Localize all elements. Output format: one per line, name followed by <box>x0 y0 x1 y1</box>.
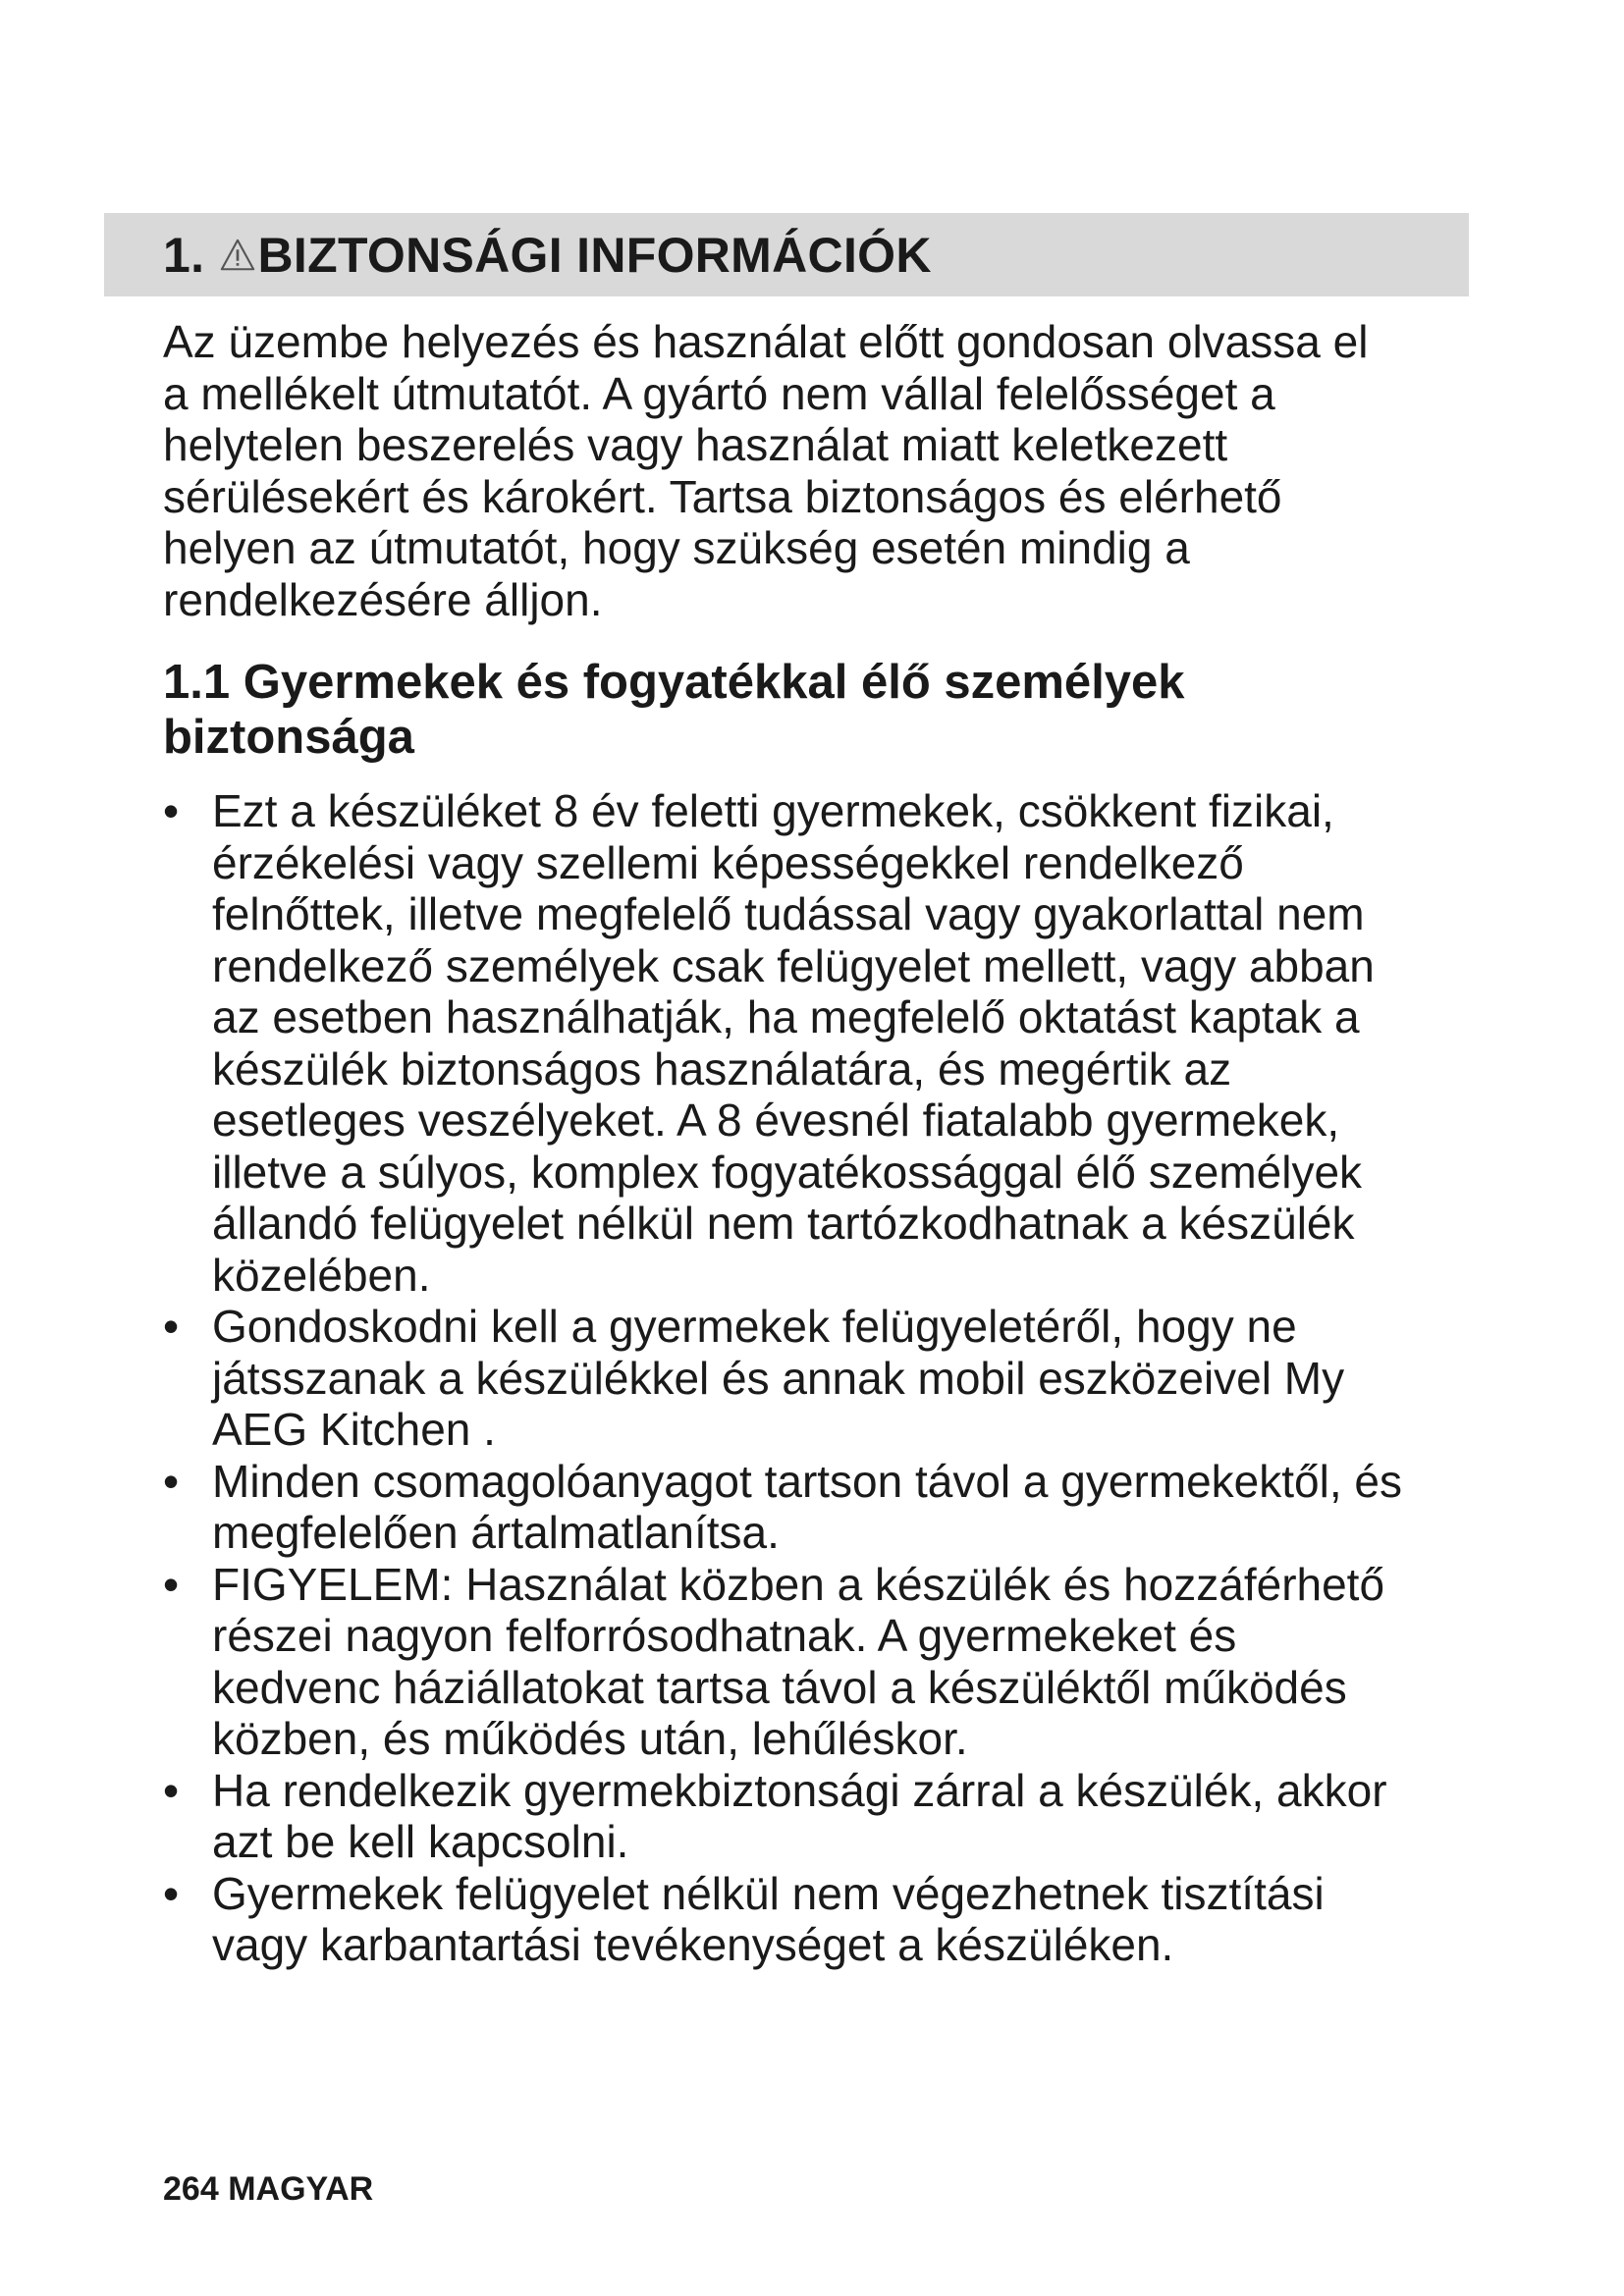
page-number: 264 <box>163 2170 219 2208</box>
subsection-title: 1.1 Gyermekek és fogyatékkal élő személyek biztonsága <box>163 656 1185 764</box>
list-item <box>163 1559 1489 1765</box>
list-item <box>163 1301 1489 1456</box>
section-title <box>163 227 932 284</box>
list-item-text: Ezt a készüléket 8 év feletti gyermekek, csökkent fizikai, érzékelési vagy szellemi képességekkel rendelkező felnőttek, illetve megfelelő tudással vagy gyakorlattal nem rendelkező személyek csak felügyelet mellett, vagy abban az esetben használhatják, ha megfelelő oktatást kaptak a készülék biztonságos használatára, és megértik az esetleges veszélyeket. A 8 évesnél fiatalabb gyermekek, illetve a súlyos, komplex fogyatékossággal élő személyek állandó felügyelet nélkül nem tartózkodhatnak a készülék közelében. <box>212 785 1375 1301</box>
bullet-marker: • <box>163 1455 180 1507</box>
list-item <box>163 785 1489 1301</box>
list-item-text: Gyermekek felügyelet nélkül nem végezhetnek tisztítási vagy karbantartási tevékenységet a készüléken. <box>212 1867 1325 1970</box>
page-footer <box>163 2169 373 2209</box>
list-item-text: Gondoskodni kell a gyermekek felügyeletéről, hogy ne játsszanak a készülékkel és annak mobil eszközeivel My AEG Kitchen . <box>212 1301 1345 1455</box>
bullet-marker: • <box>163 1558 180 1610</box>
footer-language: MAGYAR <box>228 2170 374 2208</box>
section-title-text: BIZTONSÁGI INFORMÁCIÓK <box>257 228 932 283</box>
list-item-text: Minden csomagolóanyagot tartson távol a gyermekektől, és megfelelően ártalmatlanítsa. <box>212 1455 1402 1558</box>
bullet-marker: • <box>163 1301 180 1352</box>
list-item <box>163 1868 1489 1971</box>
warning-triangle-icon <box>219 237 256 274</box>
list-item-text: Ha rendelkezik gyermekbiztonsági zárral a készülék, akkor azt be kell kapcsolni. <box>212 1764 1387 1867</box>
section-number: 1. <box>163 228 205 283</box>
bullet-marker: • <box>163 1764 180 1816</box>
list-item-text: FIGYELEM: Használat közben a készülék és hozzáférhető részei nagyon felforrósodhatnak. A gyermekeket és kedvenc háziállatokat tartsa távol a készüléktől működés közben, és működés után, lehűléskor. <box>212 1558 1385 1764</box>
intro-paragraph: Az üzembe helyezés és használat előtt gondosan olvassa el a mellékelt útmutatót. A gyártó nem vállal felelősséget a helytelen beszerelés vagy használat miatt keletkezett sérülésekért és károkért. Tartsa biztonságos és elérhető helyen az útmutatót, hogy szükség esetén mindig a rendelkezésére álljon. <box>163 316 1369 625</box>
list-item <box>163 1456 1489 1559</box>
safety-bullet-list <box>163 785 1489 1971</box>
list-item <box>163 1765 1489 1868</box>
bullet-marker: • <box>163 1867 180 1919</box>
bullet-marker: • <box>163 785 180 836</box>
